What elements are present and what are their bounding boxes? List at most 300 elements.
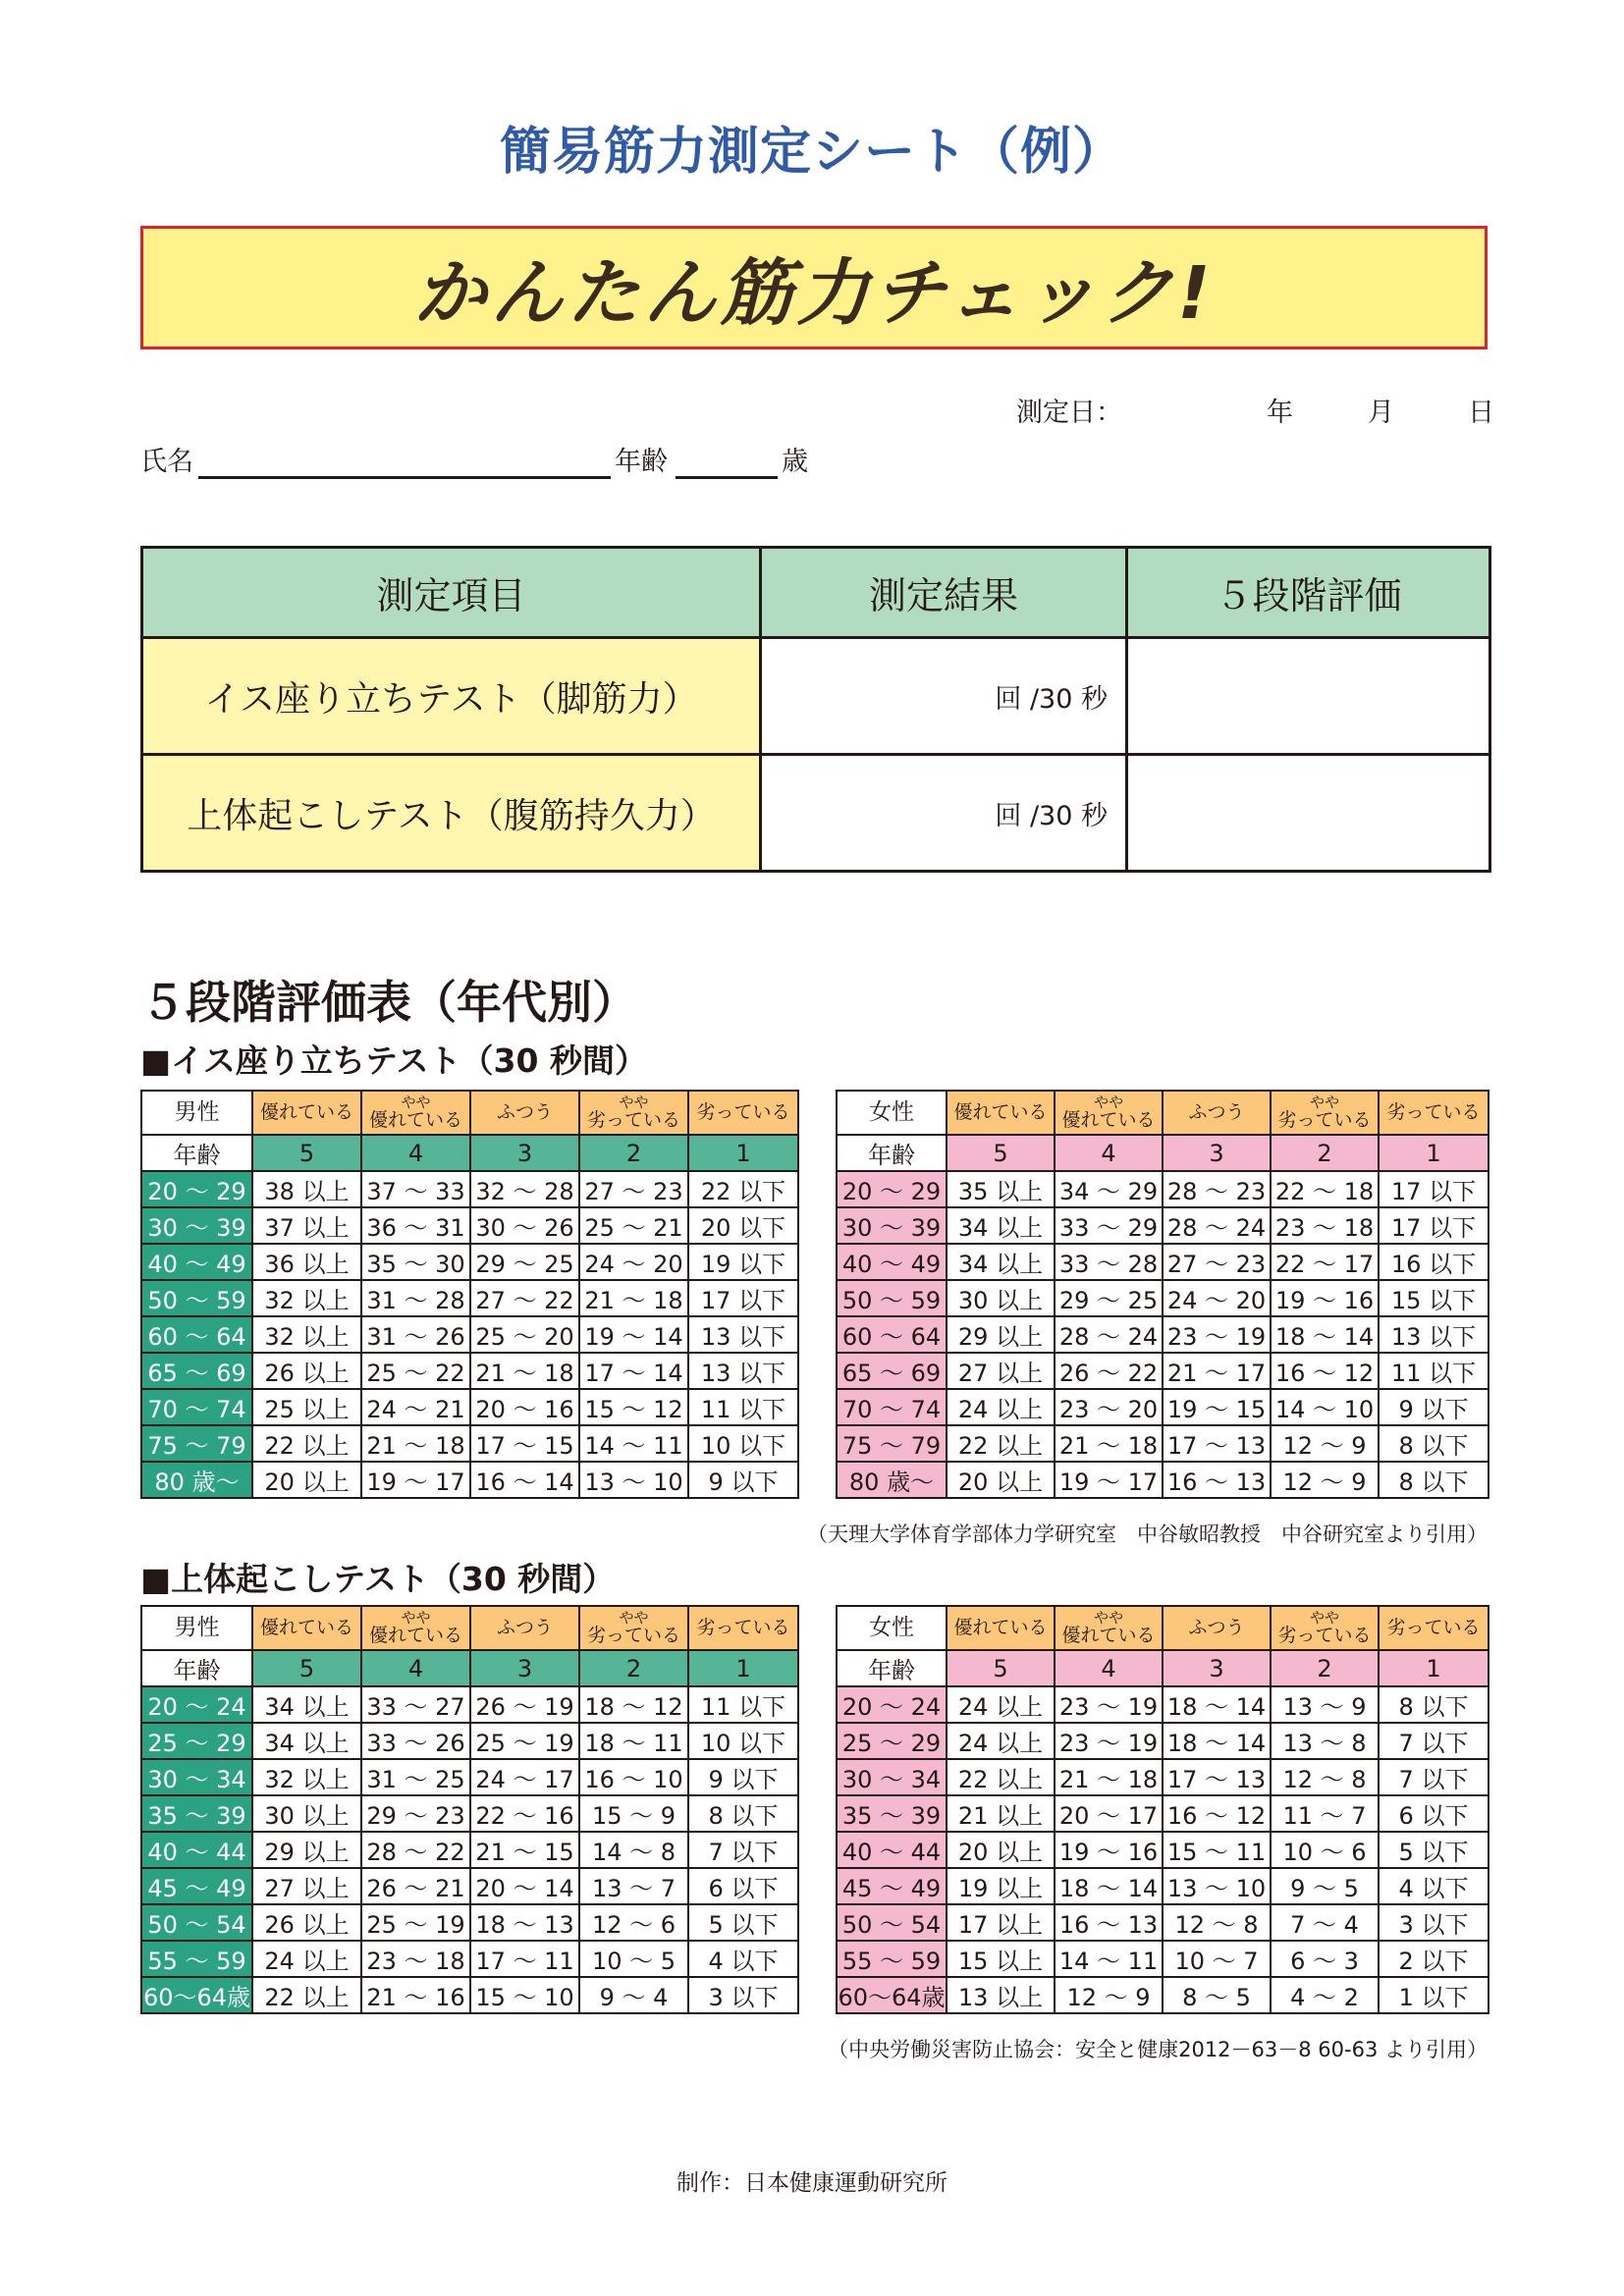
score-cell: 24 ～ 17 — [470, 1759, 579, 1795]
age-range: 75 ～ 79 — [837, 1425, 947, 1462]
age-range: 60～64歳 — [837, 1977, 947, 2013]
age-range: 20 ～ 24 — [141, 1686, 252, 1723]
points-5: 5 — [947, 1650, 1055, 1686]
score-cell: 31 ～ 28 — [361, 1280, 470, 1316]
score-cell: 34 ～ 29 — [1055, 1171, 1163, 1207]
score-cell: 20 ～ 17 — [1055, 1795, 1163, 1832]
score-cell: 6 ～ 3 — [1271, 1941, 1379, 1977]
age-range: 65 ～ 69 — [141, 1353, 252, 1389]
score-cell: 18 ～ 14 — [1163, 1686, 1271, 1723]
date-day: 日 — [1468, 398, 1494, 428]
score-cell: 14 ～ 11 — [1055, 1941, 1163, 1977]
score-cell: 23 ～ 20 — [1055, 1389, 1163, 1425]
table-row — [837, 1171, 1489, 1207]
gender-label: 女性 — [837, 1606, 947, 1650]
score-cell: 14 ～ 10 — [1271, 1389, 1379, 1425]
level-2-bottom: 劣っている — [1277, 1625, 1372, 1647]
score-cell: 6 以下 — [1379, 1795, 1489, 1832]
level-4-bottom: 優れている — [1061, 1109, 1156, 1132]
table-row — [837, 1686, 1489, 1723]
age-range: 45 ～ 49 — [141, 1868, 252, 1904]
level-1: 劣っている — [1379, 1606, 1489, 1650]
score-cell: 3 以下 — [688, 1977, 798, 2013]
table-row — [141, 1425, 798, 1462]
score-cell: 27 以上 — [252, 1868, 361, 1904]
level-2-bottom: 劣っている — [1277, 1109, 1372, 1132]
points-1: 1 — [688, 1650, 798, 1686]
score-cell: 9 ～ 4 — [579, 1977, 688, 2013]
score-cell: 26 ～ 19 — [470, 1686, 579, 1723]
score-cell: 34 以上 — [252, 1723, 361, 1759]
level-4-top: やや — [1093, 1093, 1123, 1111]
name-field-line[interactable] — [198, 476, 611, 479]
score-cell: 17 ～ 15 — [470, 1425, 579, 1462]
situp-title: ■上体起こしテスト（30 秒間） — [140, 1560, 616, 1598]
points-1: 1 — [688, 1135, 798, 1171]
situp-male-table — [140, 1605, 799, 2014]
points-4: 4 — [361, 1135, 470, 1171]
eval-title: ５段階評価表（年代別） — [140, 976, 637, 1029]
age-header: 年齢 — [141, 1650, 252, 1686]
score-cell: 26 ～ 21 — [361, 1868, 470, 1904]
score-cell: 37 以上 — [252, 1207, 361, 1244]
score-cell: 19 ～ 16 — [1271, 1280, 1379, 1316]
level-5: 優れている — [252, 1606, 361, 1650]
score-cell: 12 ～ 8 — [1271, 1759, 1379, 1795]
points-2: 2 — [579, 1135, 688, 1171]
score-cell: 24 以上 — [947, 1389, 1055, 1425]
score-cell: 27 ～ 23 — [1163, 1244, 1271, 1280]
level-4-bottom: 優れている — [368, 1109, 462, 1132]
age-label: 年齢 — [615, 447, 668, 477]
score-cell: 10 以下 — [688, 1723, 798, 1759]
table-row — [141, 1941, 798, 1977]
header-grade: ５段階評価 — [1127, 548, 1490, 638]
score-cell: 27 ～ 23 — [579, 1171, 688, 1207]
level-4 — [361, 1091, 470, 1135]
age-range: 55 ～ 59 — [141, 1941, 252, 1977]
score-cell: 13 ～ 8 — [1271, 1723, 1379, 1759]
level-2-top: やや — [619, 1608, 649, 1627]
score-cell: 16 ～ 13 — [1055, 1904, 1163, 1941]
table-row — [141, 1686, 798, 1723]
table-row — [837, 1425, 1489, 1462]
table-row — [141, 1759, 798, 1795]
score-cell: 22 ～ 18 — [1271, 1171, 1379, 1207]
score-cell: 24 ～ 20 — [1163, 1280, 1271, 1316]
score-cell: 30 以上 — [947, 1280, 1055, 1316]
score-cell: 20 ～ 14 — [470, 1868, 579, 1904]
score-cell: 7 以下 — [1379, 1759, 1489, 1795]
score-cell: 7 以下 — [1379, 1723, 1489, 1759]
score-cell: 17 ～ 14 — [579, 1353, 688, 1389]
age-field-line[interactable] — [676, 476, 778, 479]
age-range: 80 歳～ — [837, 1462, 947, 1498]
table-row — [837, 1462, 1489, 1498]
points-5: 5 — [252, 1650, 361, 1686]
table-row — [141, 1977, 798, 2013]
score-cell: 19 ～ 17 — [1055, 1462, 1163, 1498]
age-range: 30 ～ 39 — [837, 1207, 947, 1244]
score-cell: 20 ～ 16 — [470, 1389, 579, 1425]
age-range: 40 ～ 44 — [837, 1832, 947, 1868]
score-cell: 12 ～ 8 — [1163, 1904, 1271, 1941]
score-cell: 23 ～ 18 — [1271, 1207, 1379, 1244]
score-cell: 32 以上 — [252, 1759, 361, 1795]
score-cell: 22 以上 — [252, 1425, 361, 1462]
score-cell: 19 以上 — [947, 1868, 1055, 1904]
score-cell: 18 ～ 13 — [470, 1904, 579, 1941]
score-cell: 34 以上 — [947, 1244, 1055, 1280]
table-row — [141, 1795, 798, 1832]
score-cell: 23 ～ 18 — [361, 1941, 470, 1977]
score-cell: 29 以上 — [947, 1316, 1055, 1353]
item-sit-stand: イス座り立ちテスト（脚筋力） — [142, 638, 761, 755]
score-cell: 22 以上 — [252, 1977, 361, 2013]
score-cell: 33 ～ 26 — [361, 1723, 470, 1759]
score-cell: 15 以下 — [1379, 1280, 1489, 1316]
level-1: 劣っている — [688, 1091, 798, 1135]
score-cell: 8 ～ 5 — [1163, 1977, 1271, 2013]
score-cell: 31 ～ 25 — [361, 1759, 470, 1795]
level-4-top: やや — [1093, 1608, 1123, 1627]
score-cell: 14 ～ 11 — [579, 1425, 688, 1462]
score-cell: 25 ～ 22 — [361, 1353, 470, 1389]
score-cell: 5 以下 — [688, 1904, 798, 1941]
table-row — [837, 1759, 1489, 1795]
grade-sit-stand[interactable] — [1127, 638, 1490, 755]
points-4: 4 — [1055, 1650, 1163, 1686]
age-range: 50 ～ 59 — [141, 1280, 252, 1316]
score-cell: 17 ～ 13 — [1163, 1425, 1271, 1462]
score-cell: 4 以下 — [688, 1941, 798, 1977]
age-range: 70 ～ 74 — [141, 1389, 252, 1425]
score-cell: 7 以下 — [688, 1832, 798, 1868]
score-cell: 37 ～ 33 — [361, 1171, 470, 1207]
score-cell: 10 ～ 6 — [1271, 1832, 1379, 1868]
score-cell: 19 ～ 15 — [1163, 1389, 1271, 1425]
score-cell: 26 以上 — [252, 1904, 361, 1941]
table-row — [837, 1941, 1489, 1977]
score-cell: 25 ～ 20 — [470, 1316, 579, 1353]
score-cell: 9 以下 — [688, 1759, 798, 1795]
level-5: 優れている — [252, 1091, 361, 1135]
score-cell: 27 ～ 22 — [470, 1280, 579, 1316]
table-row — [141, 1244, 798, 1280]
level-1: 劣っている — [1379, 1091, 1489, 1135]
table-row — [837, 1868, 1489, 1904]
score-cell: 17 ～ 13 — [1163, 1759, 1271, 1795]
score-cell: 9 以下 — [688, 1462, 798, 1498]
score-cell: 33 ～ 27 — [361, 1686, 470, 1723]
score-cell: 13 以下 — [688, 1353, 798, 1389]
table-row — [837, 1316, 1489, 1353]
score-cell: 21 ～ 17 — [1163, 1353, 1271, 1389]
level-2-bottom: 劣っている — [586, 1109, 680, 1132]
score-cell: 11 以下 — [688, 1686, 798, 1723]
age-range: 60 ～ 64 — [837, 1316, 947, 1353]
level-2-top: やや — [619, 1093, 649, 1111]
age-range: 35 ～ 39 — [141, 1795, 252, 1832]
level-3: ふつう — [1163, 1091, 1271, 1135]
score-cell: 24 以上 — [947, 1686, 1055, 1723]
score-cell: 21 ～ 18 — [1055, 1759, 1163, 1795]
points-2: 2 — [579, 1650, 688, 1686]
score-cell: 20 以上 — [947, 1462, 1055, 1498]
score-cell: 33 ～ 28 — [1055, 1244, 1163, 1280]
points-2: 2 — [1271, 1135, 1379, 1171]
score-cell: 29 ～ 23 — [361, 1795, 470, 1832]
score-cell: 34 以上 — [252, 1686, 361, 1723]
level-4 — [1055, 1606, 1163, 1650]
score-cell: 32 以上 — [252, 1316, 361, 1353]
score-cell: 18 ～ 14 — [1271, 1316, 1379, 1353]
score-cell: 32 以上 — [252, 1280, 361, 1316]
score-cell: 23 ～ 19 — [1055, 1686, 1163, 1723]
points-1: 1 — [1379, 1135, 1489, 1171]
score-cell: 15 ～ 10 — [470, 1977, 579, 2013]
score-cell: 19 ～ 16 — [1055, 1832, 1163, 1868]
level-4-bottom: 優れている — [368, 1625, 462, 1647]
score-cell: 11 ～ 7 — [1271, 1795, 1379, 1832]
score-cell: 1 以下 — [1379, 1977, 1489, 2013]
level-2-top: やや — [1309, 1608, 1339, 1627]
level-2 — [579, 1091, 688, 1135]
score-cell: 35 ～ 30 — [361, 1244, 470, 1280]
age-range: 30 ～ 39 — [141, 1207, 252, 1244]
score-cell: 18 ～ 14 — [1055, 1868, 1163, 1904]
table-row — [837, 1832, 1489, 1868]
score-cell: 24 以上 — [947, 1723, 1055, 1759]
level-2 — [1271, 1091, 1379, 1135]
score-cell: 18 ～ 14 — [1163, 1723, 1271, 1759]
level-2-top: やや — [1309, 1093, 1339, 1111]
score-cell: 19 以下 — [688, 1244, 798, 1280]
age-range: 70 ～ 74 — [837, 1389, 947, 1425]
score-cell: 21 ～ 18 — [1055, 1425, 1163, 1462]
score-cell: 35 以上 — [947, 1171, 1055, 1207]
table-row — [837, 1389, 1489, 1425]
score-cell: 20 以下 — [688, 1207, 798, 1244]
score-cell: 30 ～ 26 — [470, 1207, 579, 1244]
score-cell: 36 以上 — [252, 1244, 361, 1280]
level-3: ふつう — [470, 1606, 579, 1650]
table-row — [141, 1171, 798, 1207]
score-cell: 4 以下 — [1379, 1868, 1489, 1904]
points-1: 1 — [1379, 1650, 1489, 1686]
score-cell: 21 以上 — [947, 1795, 1055, 1832]
score-cell: 13 ～ 9 — [1271, 1686, 1379, 1723]
score-cell: 21 ～ 16 — [361, 1977, 470, 2013]
age-range: 55 ～ 59 — [837, 1941, 947, 1977]
situp-source: （中央労働災害防止協会：安全と健康2012－63－8 60-63 より引用） — [828, 2038, 1488, 2061]
score-cell: 29 以上 — [252, 1832, 361, 1868]
points-3: 3 — [1163, 1135, 1271, 1171]
level-4-bottom: 優れている — [1061, 1625, 1156, 1647]
score-cell: 24 ～ 21 — [361, 1389, 470, 1425]
gender-label: 女性 — [837, 1091, 947, 1135]
points-4: 4 — [1055, 1135, 1163, 1171]
table-row — [141, 1723, 798, 1759]
score-cell: 6 以下 — [688, 1868, 798, 1904]
score-cell: 36 ～ 31 — [361, 1207, 470, 1244]
score-cell: 8 以下 — [1379, 1425, 1489, 1462]
score-cell: 10 ～ 7 — [1163, 1941, 1271, 1977]
score-cell: 29 ～ 25 — [470, 1244, 579, 1280]
score-cell: 15 以上 — [947, 1941, 1055, 1977]
score-cell: 28 ～ 24 — [1163, 1207, 1271, 1244]
table-row — [837, 1353, 1489, 1389]
level-3: ふつう — [470, 1091, 579, 1135]
gender-label: 男性 — [141, 1606, 252, 1650]
name-label: 氏名 — [140, 447, 193, 477]
score-cell: 19 ～ 14 — [579, 1316, 688, 1353]
score-cell: 13 ～ 7 — [579, 1868, 688, 1904]
table-row — [141, 1353, 798, 1389]
score-cell: 25 ～ 19 — [361, 1904, 470, 1941]
points-4: 4 — [361, 1650, 470, 1686]
score-cell: 31 ～ 26 — [361, 1316, 470, 1353]
table-row — [837, 1977, 1489, 2013]
age-range: 20 ～ 24 — [837, 1686, 947, 1723]
score-cell: 24 以上 — [252, 1941, 361, 1977]
score-cell: 21 ～ 18 — [361, 1425, 470, 1462]
score-cell: 29 ～ 25 — [1055, 1280, 1163, 1316]
score-cell: 22 ～ 17 — [1271, 1244, 1379, 1280]
score-cell: 17 以下 — [688, 1280, 798, 1316]
score-cell: 28 ～ 23 — [1163, 1171, 1271, 1207]
result-sit-stand[interactable]: 回 /30 秒 — [761, 638, 1127, 755]
score-cell: 21 ～ 18 — [470, 1353, 579, 1389]
score-cell: 5 以下 — [1379, 1832, 1489, 1868]
score-cell: 26 以上 — [252, 1353, 361, 1389]
score-cell: 17 以下 — [1379, 1171, 1489, 1207]
situp-female-table — [836, 1605, 1489, 2014]
score-cell: 38 以上 — [252, 1171, 361, 1207]
score-cell: 18 ～ 12 — [579, 1686, 688, 1723]
level-1: 劣っている — [688, 1606, 798, 1650]
score-cell: 16 ～ 14 — [470, 1462, 579, 1498]
score-cell: 11 以下 — [1379, 1353, 1489, 1389]
grade-situp[interactable] — [1127, 755, 1490, 872]
score-cell: 13 以下 — [688, 1316, 798, 1353]
score-cell: 17 ～ 11 — [470, 1941, 579, 1977]
points-3: 3 — [1163, 1650, 1271, 1686]
table-row — [141, 1207, 798, 1244]
date-month: 月 — [1368, 398, 1394, 428]
score-cell: 26 ～ 22 — [1055, 1353, 1163, 1389]
score-cell: 16 ～ 12 — [1163, 1795, 1271, 1832]
age-range: 20 ～ 29 — [837, 1171, 947, 1207]
table-row — [837, 1795, 1489, 1832]
level-5: 優れている — [947, 1091, 1055, 1135]
score-cell: 20 以上 — [947, 1832, 1055, 1868]
table-row — [141, 1389, 798, 1425]
age-range: 80 歳～ — [141, 1462, 252, 1498]
score-cell: 8 以下 — [688, 1795, 798, 1832]
level-4 — [1055, 1091, 1163, 1135]
level-2 — [579, 1606, 688, 1650]
points-5: 5 — [252, 1135, 361, 1171]
score-cell: 13 以下 — [1379, 1316, 1489, 1353]
score-cell: 12 ～ 6 — [579, 1904, 688, 1941]
age-range: 30 ～ 34 — [837, 1759, 947, 1795]
age-header: 年齢 — [837, 1135, 947, 1171]
score-cell: 33 ～ 29 — [1055, 1207, 1163, 1244]
points-3: 3 — [470, 1135, 579, 1171]
banner-text: かんたん筋力チェック! — [413, 251, 1215, 336]
score-cell: 10 ～ 5 — [579, 1941, 688, 1977]
score-cell: 15 ～ 12 — [579, 1389, 688, 1425]
age-header: 年齢 — [141, 1135, 252, 1171]
level-4-top: やや — [401, 1608, 431, 1627]
age-range: 40 ～ 49 — [837, 1244, 947, 1280]
age-range: 30 ～ 34 — [141, 1759, 252, 1795]
score-cell: 15 ～ 11 — [1163, 1832, 1271, 1868]
score-cell: 20 以上 — [252, 1462, 361, 1498]
table-row — [141, 1462, 798, 1498]
header-result: 測定結果 — [761, 548, 1127, 638]
score-cell: 2 以下 — [1379, 1941, 1489, 1977]
age-range: 60 ～ 64 — [141, 1316, 252, 1353]
score-cell: 12 ～ 9 — [1271, 1425, 1379, 1462]
score-cell: 13 ～ 10 — [579, 1462, 688, 1498]
level-2-bottom: 劣っている — [586, 1625, 680, 1647]
score-cell: 17 以下 — [1379, 1207, 1489, 1244]
result-situp[interactable]: 回 /30 秒 — [761, 755, 1127, 872]
score-cell: 15 ～ 9 — [579, 1795, 688, 1832]
score-cell: 25 ～ 19 — [470, 1723, 579, 1759]
age-range: 20 ～ 29 — [141, 1171, 252, 1207]
sit-stand-source: （天理大学体育学部体力学研究室 中谷敏昭教授 中谷研究室より引用） — [807, 1522, 1488, 1546]
sit-stand-title: ■イス座り立ちテスト（30 秒間） — [140, 1041, 647, 1080]
score-cell: 13 ～ 10 — [1163, 1868, 1271, 1904]
score-cell: 12 ～ 9 — [1055, 1977, 1163, 2013]
score-cell: 13 以上 — [947, 1977, 1055, 2013]
table-row — [837, 1207, 1489, 1244]
result-table — [140, 546, 1491, 873]
score-cell: 14 ～ 8 — [579, 1832, 688, 1868]
score-cell: 21 ～ 18 — [579, 1280, 688, 1316]
score-cell: 12 ～ 9 — [1271, 1462, 1379, 1498]
score-cell: 21 ～ 15 — [470, 1832, 579, 1868]
score-cell: 25 以上 — [252, 1389, 361, 1425]
age-header: 年齢 — [837, 1650, 947, 1686]
level-5: 優れている — [947, 1606, 1055, 1650]
table-row — [837, 1280, 1489, 1316]
score-cell: 10 以下 — [688, 1425, 798, 1462]
score-cell: 18 ～ 11 — [579, 1723, 688, 1759]
points-3: 3 — [470, 1650, 579, 1686]
age-range: 35 ～ 39 — [837, 1795, 947, 1832]
score-cell: 3 以下 — [1379, 1904, 1489, 1941]
footer-credit: 制作：日本健康運動研究所 — [677, 2170, 947, 2196]
level-4-top: やや — [401, 1093, 431, 1111]
score-cell: 24 ～ 20 — [579, 1244, 688, 1280]
level-4 — [361, 1606, 470, 1650]
score-cell: 23 ～ 19 — [1163, 1316, 1271, 1353]
score-cell: 19 ～ 17 — [361, 1462, 470, 1498]
age-range: 40 ～ 44 — [141, 1832, 252, 1868]
score-cell: 22 以上 — [947, 1425, 1055, 1462]
date-year: 年 — [1267, 398, 1293, 428]
score-cell: 9 以下 — [1379, 1389, 1489, 1425]
score-cell: 22 ～ 16 — [470, 1795, 579, 1832]
age-range: 50 ～ 54 — [837, 1904, 947, 1941]
page-title: 簡易筋力測定シート（例） — [499, 123, 1124, 182]
age-range: 40 ～ 49 — [141, 1244, 252, 1280]
points-5: 5 — [947, 1135, 1055, 1171]
